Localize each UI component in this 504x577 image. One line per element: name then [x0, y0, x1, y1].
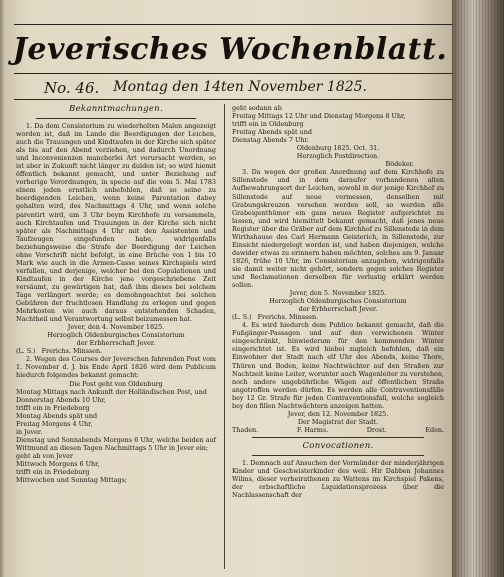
right-column — [232, 104, 444, 499]
notice-4-authority: Der Magistrat der Stadt. — [297, 417, 379, 426]
issue-dateline — [44, 79, 450, 97]
post-line-3: Donnerstag Abends 10 Uhr, — [16, 395, 106, 404]
post-line-11: trifft ein in Friedeburg — [16, 468, 90, 477]
heading-rule — [252, 455, 424, 456]
post-continued-3: trifft ein in Oldenburg — [232, 120, 304, 129]
post-line-10: Mittwoch Morgens 6 Uhr, — [16, 459, 100, 468]
post-continued-5: Dienstag Abends 7 Uhr. — [232, 136, 309, 145]
announcements-heading: Bekanntmachungen. — [69, 104, 163, 114]
issue-date: Montag den 14ten November 1825. — [113, 79, 367, 95]
signers: Frerichs. Minssen. — [41, 347, 103, 356]
section-rule — [252, 437, 424, 438]
page-gutter-shade — [0, 0, 6, 577]
notice-3-authority: Herzoglich Oldenburgisches Consistorium — [269, 297, 407, 306]
notice-3-place-date: Jever, den 5. November 1825. — [289, 289, 387, 298]
masthead-title: Jeverisches Wochenblatt. — [12, 32, 448, 67]
notice-3-text: 3. Da wegen der großen Anordnung auf dem Kirchhofe zu Sillenstede und in dem daraufer vorhandenen alten Aufbewahrungsort der Leichen, sowohl in der jenige Kirchhof zu Sillenstede auf neue vermessen, denselben mit Grabungskreuzen versehen werden soll, so werden alle Grabeigenthümer ein gans neues Register aufgerichtet zu lassen, und wird hiemittelt bekannt gemacht, daß jenes neue Register über die Gräber auf dem Kirchhof zu Sillenstede in dem Wirthshause des Carl Hermann Geisterich, in Sillenstede, zur Einsicht niedergelegt worden ist, und haben diejenigen, welche dawider etwas zu erinnern haben möchten, solches am 9. Januar 1826, frühe 10 Uhr, im Consistorium anzugeben, widrigenfalls sie damit weiter nicht gehört, sondern gegen solches Register und Reclamationen derselben für verlustig erklärt werden sollen. — [232, 168, 444, 290]
post-continued-1: geht sodann ab — [232, 104, 282, 112]
dateline-rule — [14, 99, 454, 100]
post-authority: Herzoglich Postdirection. — [296, 152, 380, 161]
post-line-4: trifft ein in Friedeburg — [16, 403, 90, 412]
convocations-heading: Convocationen. — [302, 440, 374, 451]
notice-1-signature — [16, 347, 216, 355]
post-line-6: Freitag Morgens 4 Uhr, — [16, 419, 93, 428]
post-line-2: Montag Mittags nach Ankunft der Holländischen Post, und — [16, 387, 207, 396]
column-divider — [224, 104, 225, 569]
notice-2-text: 2. Wegen des Courses der Jeverschen fahrenden Post vom 1. November d. J. bis Ende April 1826 wird dem Publicum hiedurch folgendes bekannt gemacht: — [16, 355, 216, 380]
notice-1-place-date: Jever, den 4. November 1825. — [67, 323, 165, 332]
seal-mark: (L. S.) — [232, 313, 252, 322]
notice-4-place-date: Jever, den 12. November 1825. — [287, 409, 389, 418]
masthead-bottom-rule — [14, 73, 454, 74]
notice-1-authority: Herzoglich Oldenburgisches Consistorium — [47, 331, 185, 340]
signature-3: Drost. — [366, 425, 387, 434]
post-line-9: geht ab von Jever — [16, 451, 73, 460]
signature-4: Eden. — [425, 425, 444, 434]
post-line-5: Montag Abends spät und — [16, 411, 98, 420]
notice-1-text: 1. Da dem Consistorium zu wiederholten Malen angezeigt worden ist, daß im Lande die Beerdigungen der Leichen, auch die Trauungen und Kindtaufen in der Kirche sich später als bis auf den Abend verziehen, und dadurch Unordnung und Inconvenienzen mancherlei Art verursacht werden, so ist aber in Zukunft nicht länger zu dulden ist; so wird hiemit öffentlich bekannt gemacht, und unter Beziehung auf vorherige Verordnungen, in specie auf die vom 5. Mai 1783 einem jeden ernstlich anbefohlen, daß so seine zu beerdigenden Leichen, wenn keine Parentation dabey gehalten wird, des Nachmittags 4 Uhr, und wenn solche parentirt wird, um 3 Uhr beym Kirchhofe zu versammeln, auch Kirchtaufen und Trauungen in der Kirche sich nicht später als Nachmittags 4 Uhr mit den Assistenten und Taufzeugen eingefunden habe, widrigenfalls beziehungsweise die Strafe der Beerdigung der Leichen ohne Vorschrift nicht befolgt, in eine Brüche von 1 bis 10 Mark wie auch in die Armen-Casse seines Kirchspiels wird verfallen, und derjenige, welcher bei den Copulationen und Kindtaufen in der Kirche jene vorgeschriebene Zeit versäumt, zu gewärtigen hat, daß ihm dieses bei solchem Tage verlängert werde; es demohngeachtet bei solchen Gebühren der fruchtlosen Handlung zu erlegen und gegen Mehrkosten wie auch daraus entstehenden Schaden, Nachtheil und Verantwortung selbst beizumessen hat. — [16, 122, 216, 324]
post-line-1: Die Post geht von Oldenburg — [69, 379, 163, 388]
post-continued-4: Freitag Abends spät und — [232, 128, 312, 137]
post-signer: Bödeker. — [385, 160, 414, 169]
signature-2: F. Harms. — [296, 425, 329, 434]
post-line-7: in Jever. — [16, 427, 43, 436]
issue-number: No. 46. — [44, 79, 100, 97]
masthead-top-rule — [14, 24, 454, 25]
book-page-edges — [452, 0, 504, 577]
left-column — [16, 104, 216, 484]
convocation-1-text: 1. Demnach auf Ansuchen der Vormünder der minderjährigen Kinder und Geschwisterkinder des weil. Hir Dabben Johannes Wilms, dieser verheirathenen zu Wattens im Kirchspiel Pakens, der erbschaftliche Liquidationsprozess über die Nachlassenschaft der — [232, 458, 444, 500]
notice-3-authority-sub: der Erbherrschaft Jever. — [298, 305, 378, 314]
seal-mark: (L. S.) — [16, 347, 36, 356]
notice-4-text: 4. Es wird hiedurch dem Publico bekannt gemacht, daß die Fußgänger-Passagen und auf den verwichenen Winter eingeschränkt, hinwiederum für den kommenden Winter eingerichtet ist. Es wird hiebei zugleich befohlen, daß ein Einwohner der Stadt nach elf Uhr des Abends, keine Thore, Thüren und Boden, keine Nachtwächter auf den Straßen zur Nachtzeit keine Leiter, worunter auch Wagenleiter zu verstehen, noch andere ungebührliche Wägen auf öffentlichen Straße angetroffen werden dürfen. Es werden alle Contraventionsfälle bey 12 Gr. Strafe für jeden Contraventionsfall, welche sogleich bey den fillen Nachtwächtern anzeigen hatten. — [232, 321, 444, 410]
magistrate-signatures — [232, 426, 444, 434]
signature-1: Thaden. — [232, 425, 259, 434]
signers: Frerichs. Minssen. — [257, 313, 319, 322]
notice-3-signature — [232, 313, 444, 321]
post-line-8: Dienstag und Sonnabends Morgens 6 Uhr, welche beiden auf Wittmund an diesen Tagen Nachmittags 5 Uhr in Jever ein; — [16, 435, 216, 452]
post-continued-2: Freitag Mittags 12 Uhr und Dienstag Morgens 8 Uhr, — [232, 112, 406, 121]
notice-1-authority-sub: der Erbherrschaft Jever. — [76, 339, 156, 348]
post-line-12: Mittwochen und Sonntag Mittags; — [16, 476, 128, 485]
post-place-date: Oldenburg 1825. Oct. 31. — [296, 144, 380, 153]
heading-rule — [36, 118, 196, 119]
